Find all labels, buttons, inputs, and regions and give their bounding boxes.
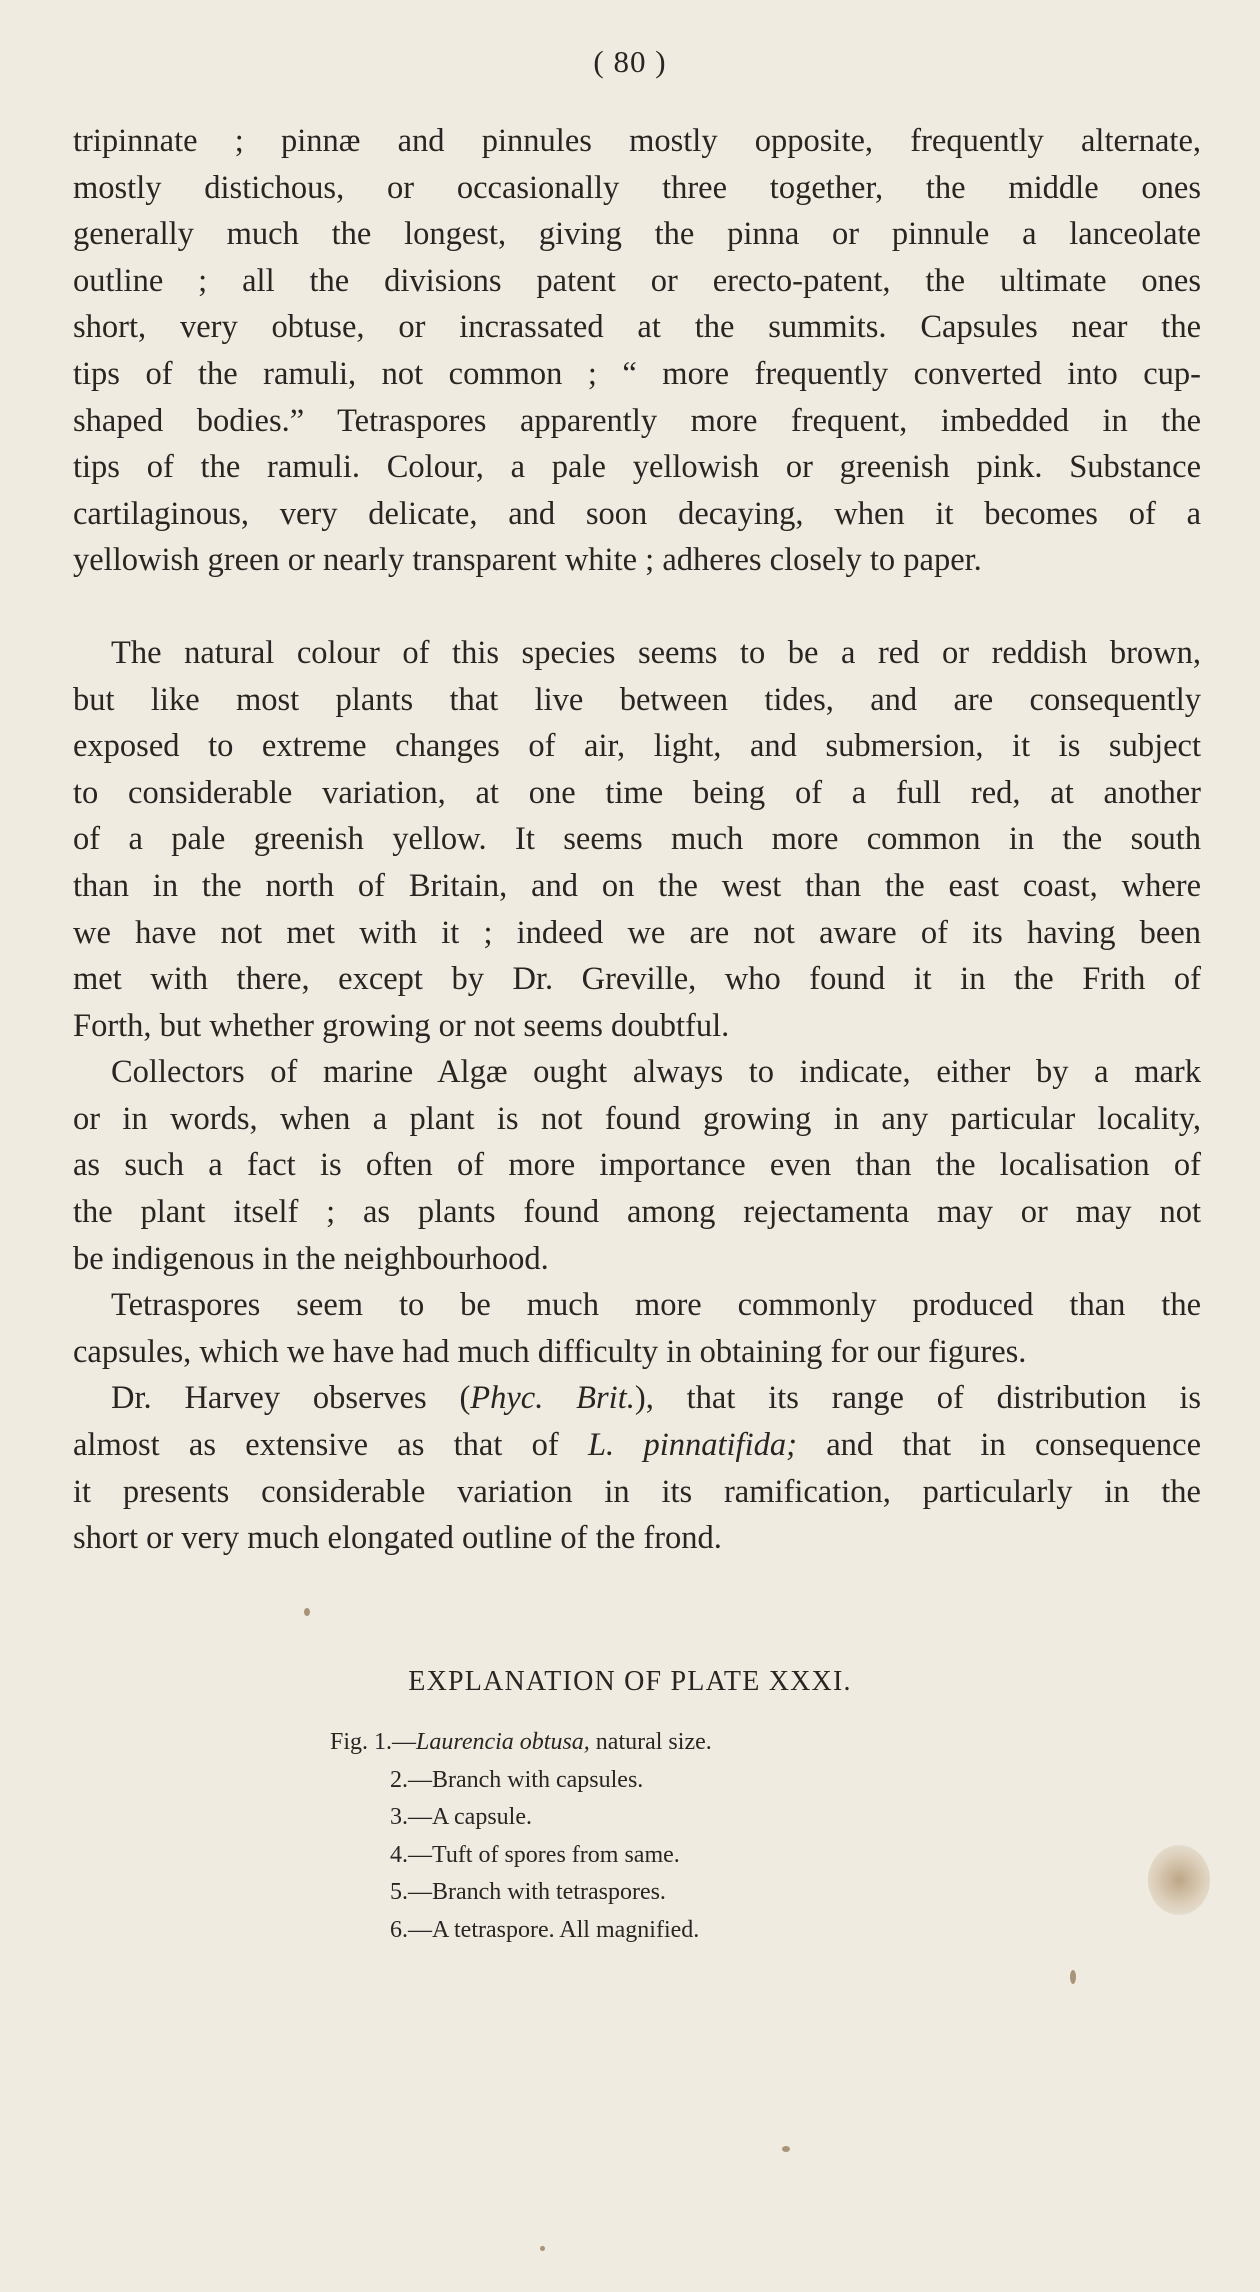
text-line: tips of the ramuli, not common ; “ more frequently converted into cup- xyxy=(73,355,1201,392)
paragraph-natural-colour xyxy=(73,630,1201,1049)
text-line: to considerable variation, at one time being of a full red, at another xyxy=(73,774,1201,811)
text-line: cartilaginous, very delicate, and soon decaying, when it becomes of a xyxy=(73,495,1201,532)
text-line: shaped bodies.” Tetraspores apparently more frequent, imbedded in the xyxy=(73,402,1201,439)
text-segment: ), that its range of distribution is xyxy=(634,1380,1201,1417)
text-line: the plant itself ; as plants found among rejectamenta may or may not xyxy=(73,1194,1201,1231)
text-segment: almost as extensive as that of xyxy=(73,1427,588,1464)
text-line: tips of the ramuli. Colour, a pale yellowish or greenish pink. Substance xyxy=(73,449,1201,486)
text-line: as such a fact is often of more importance even than the localisation of xyxy=(73,1147,1201,1184)
explanation-heading: EXPLANATION OF PLATE XXXI. xyxy=(408,1666,852,1697)
figure-caption: 4.—Tuft of spores from same. xyxy=(390,1841,680,1868)
page-number: ( 80 ) xyxy=(593,44,667,79)
plate-explanation xyxy=(0,1662,1260,1943)
text-line: or in words, when a plant is not found growing in any particular locality, xyxy=(73,1100,1201,1137)
paragraph-tetraspores xyxy=(73,1282,1201,1375)
text-line: yellowish green or nearly transparent white ; adheres closely to paper. xyxy=(73,542,982,579)
text-line: it presents considerable variation in its ramification, particularly in the xyxy=(73,1473,1201,1510)
foxing-speck xyxy=(540,2246,545,2251)
foxing-speck xyxy=(1070,1970,1076,1984)
text-line: Collectors of marine Algæ ought always to indicate, either by a mark xyxy=(111,1054,1201,1091)
text-line xyxy=(73,1422,1201,1469)
figure-caption: 5.—Branch with tetraspores. xyxy=(390,1879,666,1905)
text-line: capsules, which we have had much difficulty in obtaining for our figures. xyxy=(73,1333,1027,1370)
text-line: short or very much elongated outline of the frond. xyxy=(73,1520,722,1557)
text-segment: Dr. Harvey observes ( xyxy=(111,1380,471,1417)
figure-list xyxy=(330,1724,890,1949)
species-name: Laurencia obtusa, xyxy=(416,1729,590,1755)
paragraph-description xyxy=(73,118,1201,584)
text-line: exposed to extreme changes of air, light, and submersion, it is subject xyxy=(73,728,1201,765)
text-line: but like most plants that live between tides, and are consequently xyxy=(73,681,1201,718)
text-line: be indigenous in the neighbourhood. xyxy=(73,1240,549,1277)
text-line: of a pale greenish yellow. It seems much more common in the south xyxy=(73,821,1201,858)
figure-number: Fig. 1.— xyxy=(330,1729,417,1755)
figure-caption: 6.—A tetraspore. All magnified. xyxy=(390,1916,700,1943)
text-line: met with there, except by Dr. Greville, who found it in the Frith of xyxy=(73,961,1201,998)
text-segment: and that in consequence xyxy=(796,1427,1201,1464)
text-line: we have not met with it ; indeed we are not aware of its having been xyxy=(73,914,1201,951)
text-line xyxy=(73,1375,1201,1422)
figure-description: natural size. xyxy=(589,1729,712,1755)
text-line: than in the north of Britain, and on the west than the east coast, where xyxy=(73,867,1201,904)
text-line: Tetraspores seem to be much more commonly produced than the xyxy=(111,1287,1201,1324)
foxing-stain xyxy=(1148,1845,1210,1915)
text-line: mostly distichous, or occasionally three together, the middle ones xyxy=(73,169,1201,206)
body-text xyxy=(73,118,1201,1562)
paragraph-collectors xyxy=(73,1049,1201,1282)
paragraph-gap xyxy=(73,584,1201,630)
text-line: short, very obtuse, or incrassated at the summits. Capsules near the xyxy=(73,309,1201,346)
figure-caption xyxy=(330,1724,890,1762)
text-line: Forth, but whether growing or not seems doubtful. xyxy=(73,1007,730,1044)
text-line: tripinnate ; pinnæ and pinnules mostly opposite, frequently alternate, xyxy=(73,123,1201,159)
italic-reference: Phyc. Brit. xyxy=(470,1380,635,1417)
figure-caption: 2.—Branch with capsules. xyxy=(390,1766,644,1793)
figure-caption: 3.—A capsule. xyxy=(390,1804,532,1830)
text-line: The natural colour of this species seems to be a red or reddish brown, xyxy=(111,634,1201,671)
text-line: outline ; all the divisions patent or erecto-patent, the ultimate ones xyxy=(73,262,1201,299)
paragraph-harvey xyxy=(73,1375,1201,1561)
foxing-speck xyxy=(782,2146,790,2152)
text-line: generally much the longest, giving the pinna or pinnule a lanceolate xyxy=(73,216,1201,253)
foxing-speck xyxy=(304,1608,310,1616)
italic-species-name: L. pinnatifida; xyxy=(587,1427,797,1464)
